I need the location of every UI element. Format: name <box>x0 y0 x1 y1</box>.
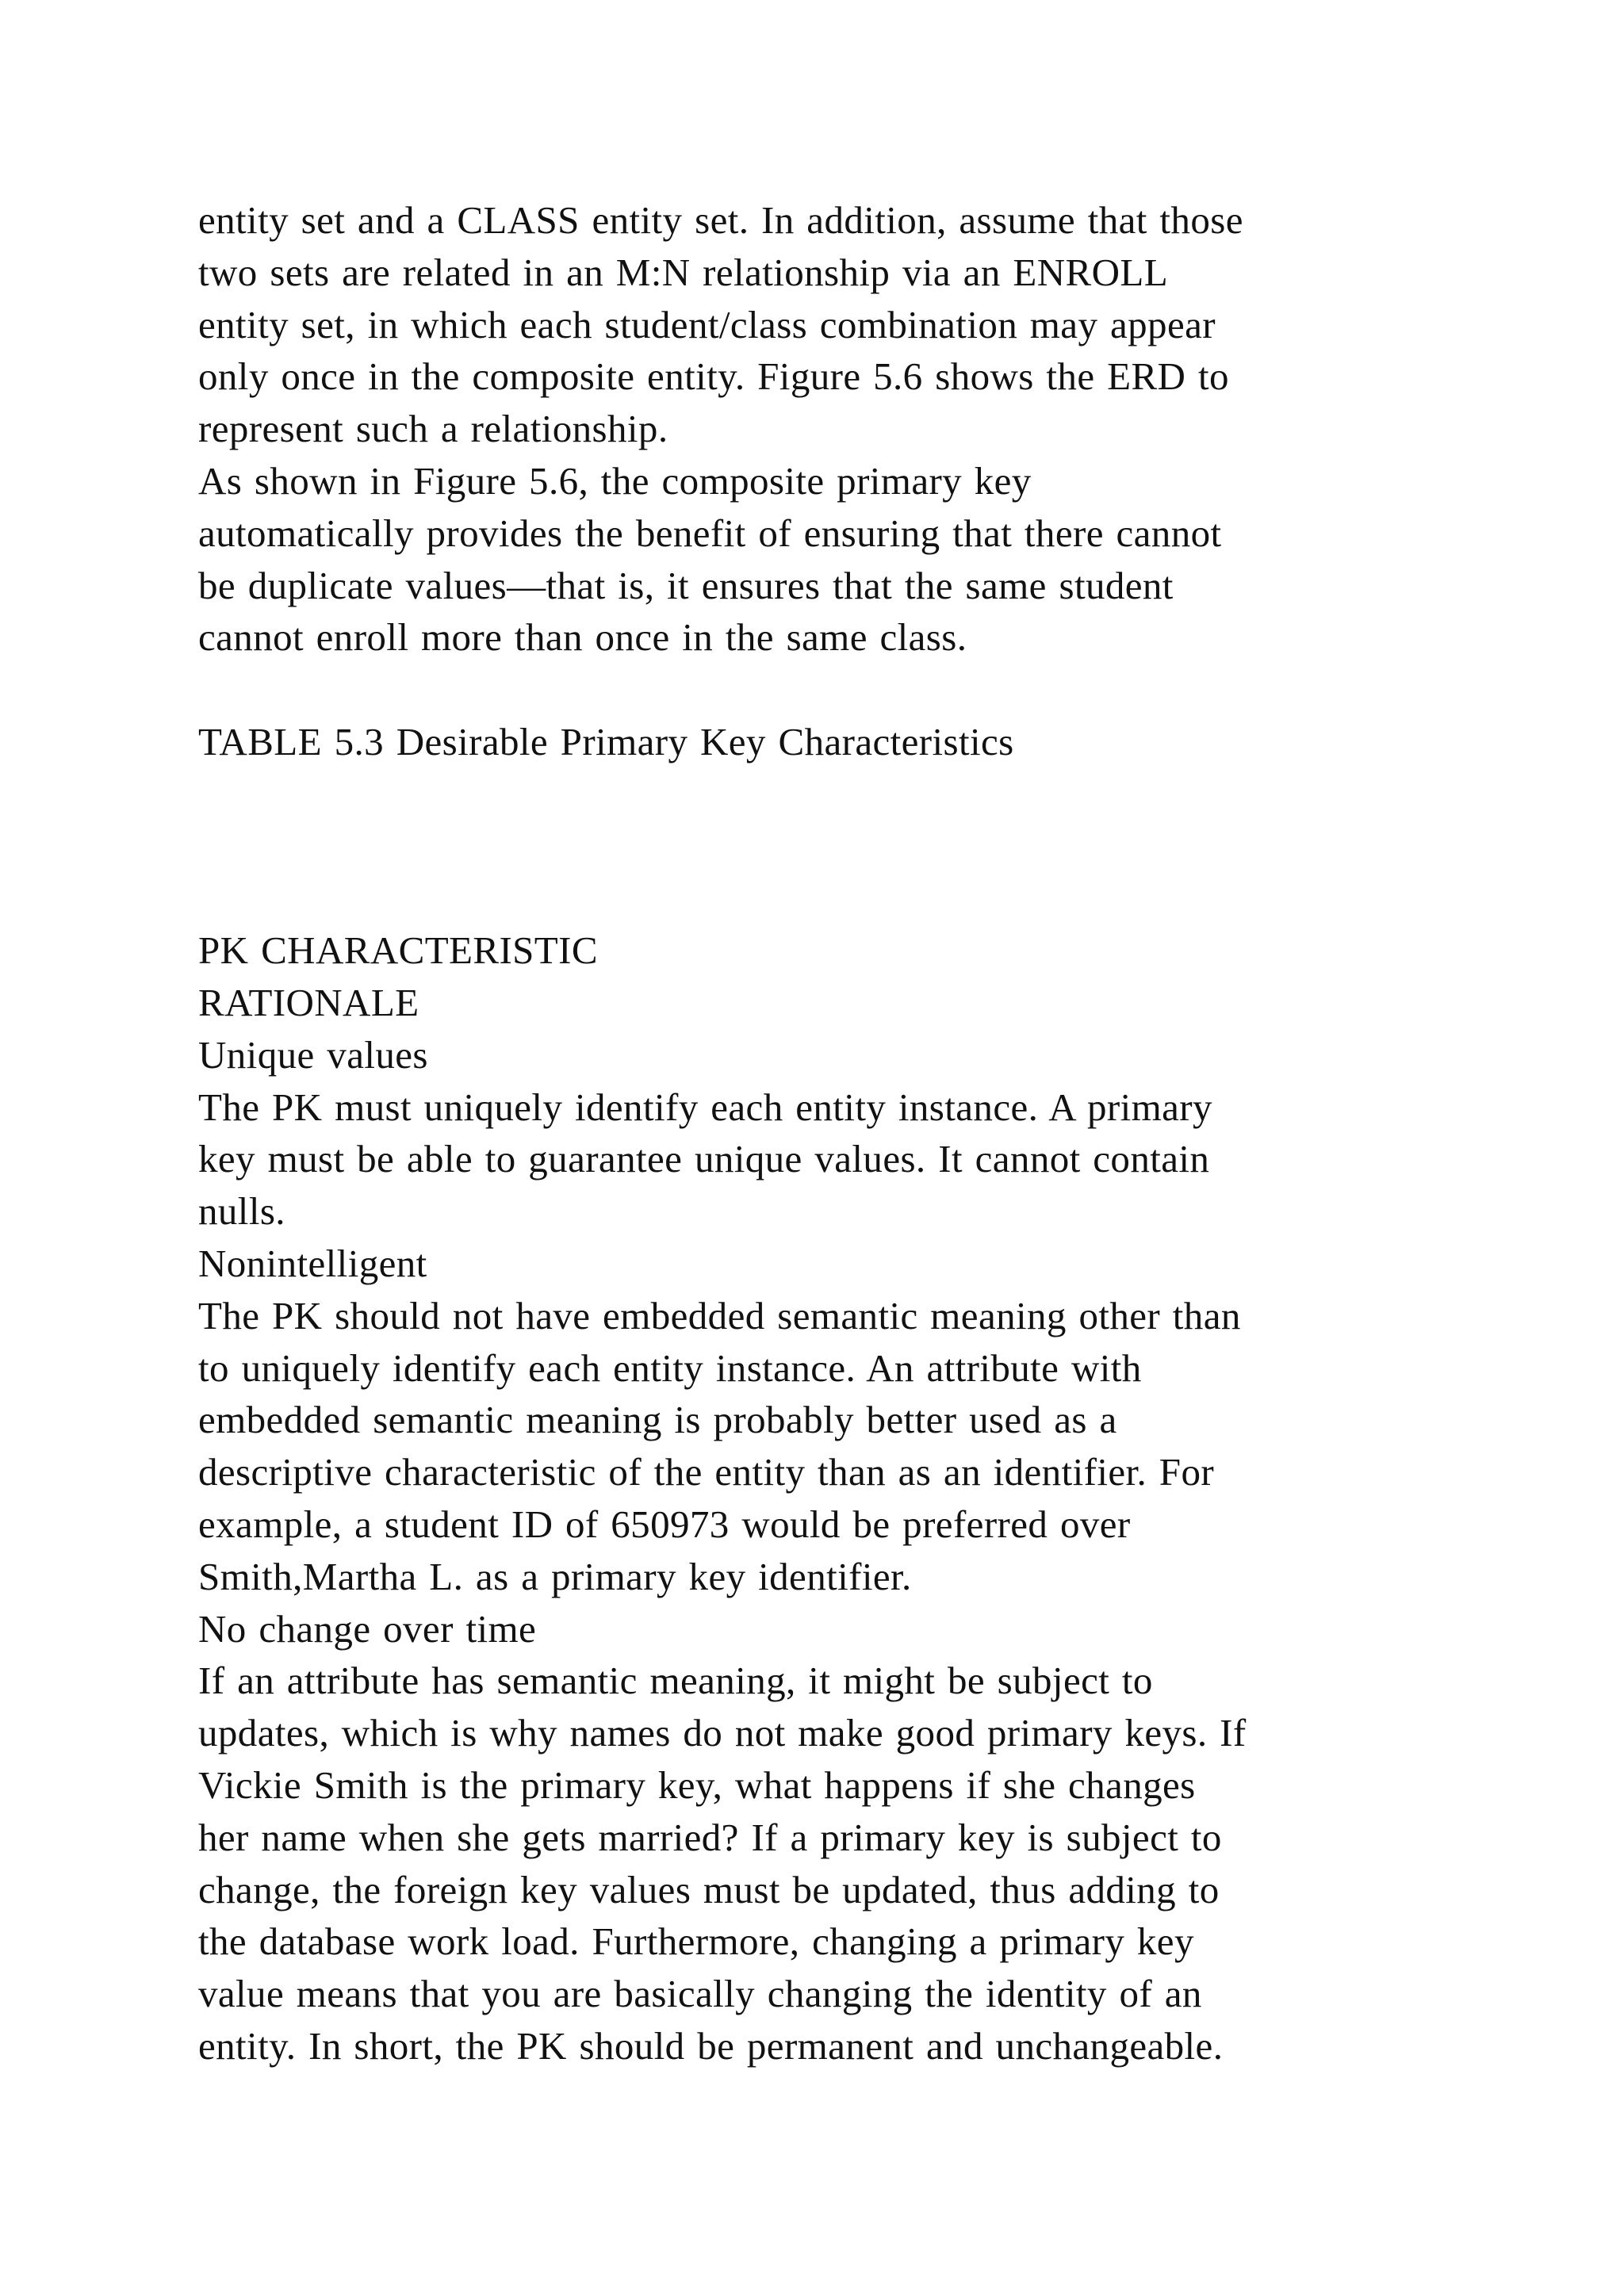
text-line: Smith,Martha L. as a primary key identifier. <box>198 1554 912 1598</box>
spacer <box>198 768 1467 924</box>
spacer <box>198 664 1467 716</box>
text-line: automatically provides the benefit of ensuring that there cannot <box>198 511 1222 555</box>
row-characteristic: Unique values <box>198 1032 428 1077</box>
text-line: embedded semantic meaning is probably better used as a <box>198 1398 1117 1442</box>
text-line: value means that you are basically changing the identity of an <box>198 1972 1202 2016</box>
text-line: nulls. <box>198 1189 285 1234</box>
text-line: Vickie Smith is the primary key, what happens if she changes <box>198 1762 1196 1807</box>
document-page <box>198 194 1467 2072</box>
text-line: change, the foreign key values must be updated, thus adding to <box>198 1867 1220 1911</box>
table-row <box>198 1603 1467 2072</box>
pk-characteristics-table <box>198 924 1467 2072</box>
table-caption: TABLE 5.3 Desirable Primary Key Characteristics <box>198 719 1014 763</box>
text-line: The PK must uniquely identify each entity instance. A primary <box>198 1085 1212 1129</box>
table-header-characteristic: PK CHARACTERISTIC <box>198 928 598 973</box>
text-line: The PK should not have embedded semantic meaning other than <box>198 1293 1241 1337</box>
text-line: be duplicate values—that is, it ensures that the same student <box>198 563 1174 607</box>
table-header-rationale: RATIONALE <box>198 980 419 1024</box>
table-row <box>198 1238 1467 1603</box>
text-line: descriptive characteristic of the entity than as an identifier. For <box>198 1450 1215 1494</box>
text-line: entity set and a CLASS entity set. In addition, assume that those <box>198 198 1243 242</box>
paragraph-composite-key <box>198 455 1467 664</box>
text-line: As shown in Figure 5.6, the composite primary key <box>198 458 1032 503</box>
row-characteristic: No change over time <box>198 1606 537 1651</box>
text-line: the database work load. Furthermore, changing a primary key <box>198 1919 1194 1964</box>
row-characteristic: Nonintelligent <box>198 1241 427 1285</box>
text-line: cannot enroll more than once in the same class. <box>198 615 967 660</box>
text-line: If an attribute has semantic meaning, it might be subject to <box>198 1659 1153 1703</box>
text-line: to uniquely identify each entity instance. An attribute with <box>198 1345 1142 1390</box>
text-line: updates, which is why names do not make good primary keys. If <box>198 1711 1247 1755</box>
text-line: entity set, in which each student/class combination may appear <box>198 302 1216 346</box>
text-line: two sets are related in an M:N relationship via an ENROLL <box>198 250 1169 294</box>
text-line: key must be able to guarantee unique values. It cannot contain <box>198 1137 1210 1181</box>
table-row <box>198 1029 1467 1238</box>
text-line: entity. In short, the PK should be permanent and unchangeable. <box>198 2023 1224 2068</box>
paragraph-entity-sets <box>198 194 1467 455</box>
text-line: her name when she gets married? If a primary key is subject to <box>198 1815 1222 1859</box>
text-line: only once in the composite entity. Figure 5.6 shows the ERD to <box>198 354 1229 399</box>
text-line: represent such a relationship. <box>198 407 668 451</box>
text-line: example, a student ID of 650973 would be preferred over <box>198 1502 1131 1546</box>
